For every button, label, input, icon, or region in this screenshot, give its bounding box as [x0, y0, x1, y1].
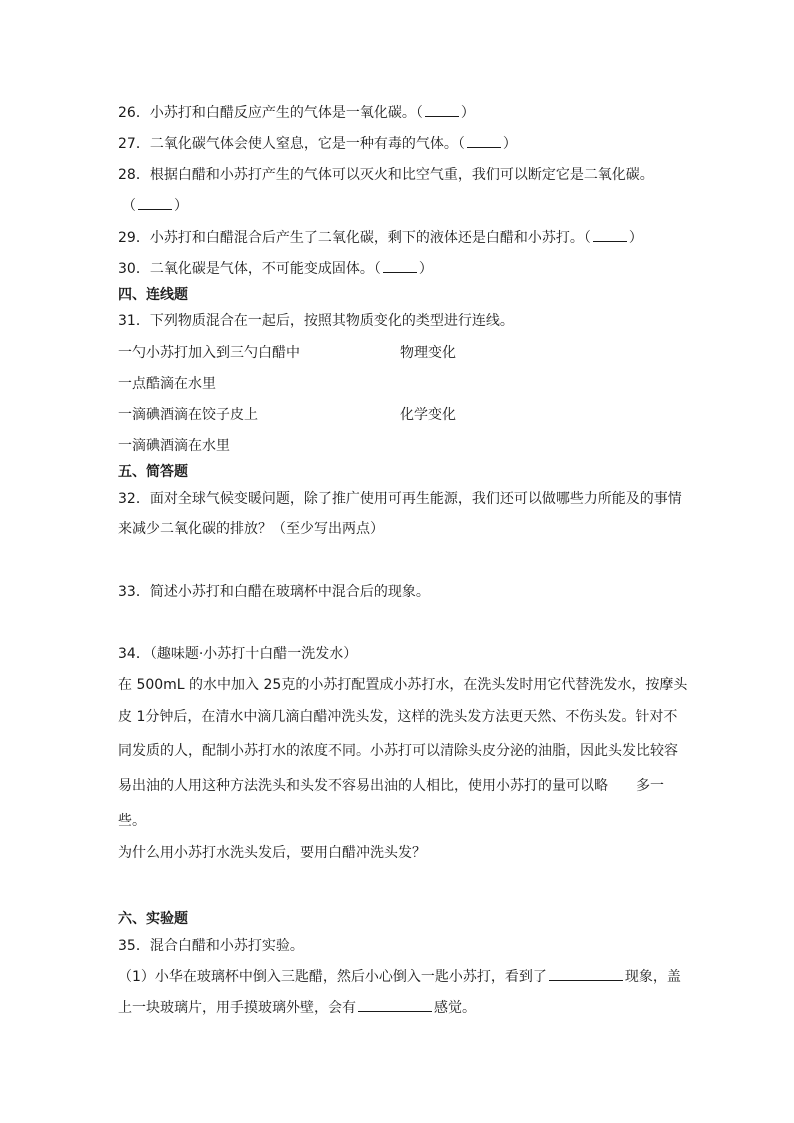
answer-blank[interactable] [593, 229, 627, 242]
question-32-line1: 32．面对全球气候变暖问题，除了推广使用可再生能源，我们还可以做哪些力所能及的事情 [118, 491, 682, 507]
answer-blank[interactable] [467, 135, 501, 148]
question-29-text: 29．小苏打和白醋混合后产生了二氧化碳，剩下的液体还是白醋和小苏打。（ [118, 230, 591, 246]
section-title-matching: 四、连线题 [118, 287, 188, 303]
question-34-title: 34．（趣味题·小苏打十白醋一洗发水） [118, 646, 358, 662]
question-33: 33．简述小苏打和白醋在玻璃杯中混合后的现象。 [118, 584, 430, 600]
answer-blank[interactable] [425, 104, 459, 117]
question-30: 30．二氧化碳是气体，不可能变成固体。（ ） [118, 261, 433, 277]
question-35-part1-line2: 上一块玻璃片，用手摸玻璃外壁，会有 感觉。 [118, 1000, 476, 1016]
question-31-stem: 31．下列物质混合在一起后，按照其物质变化的类型进行连线。 [118, 313, 514, 329]
passage-line: 同发质的人，配制小苏打水的浓度不同。小苏打可以清除头皮分泌的油脂，因此头发比较容 [118, 743, 678, 759]
question-26: 26．小苏打和白醋反应产生的气体是一氧化碳。（ ） [118, 105, 475, 121]
question-34-question: 为什么用小苏打水洗头发后，要用白醋冲洗头发？ [118, 845, 426, 861]
section-title-short-answer: 五、简答题 [118, 464, 188, 480]
answer-blank[interactable] [549, 968, 623, 981]
question-35-part1-line1: （1）小华在玻璃杯中倒入三匙醋，然后小心倒入一匙小苏打，看到了 现象，盖 [118, 969, 681, 985]
question-32-line2: 来减少二氧化碳的排放？（至少写出两点） [118, 521, 384, 537]
question-28-text: 28．根据白醋和小苏打产生的气体可以灭火和比空气重，我们可以断定它是二氧化碳。 [118, 167, 654, 183]
question-30-text: 30．二氧化碳是气体，不可能变成固体。（ [118, 261, 381, 277]
question-27-text: 27．二氧化碳气体会使人窒息，它是一种有毒的气体。（ [118, 136, 465, 152]
question-28-answer: （ ） [122, 198, 188, 214]
question-27: 27．二氧化碳气体会使人窒息，它是一种有毒的气体。（ ） [118, 136, 517, 152]
answer-blank[interactable] [138, 197, 172, 210]
answer-blank[interactable] [383, 260, 417, 273]
answer-blank[interactable] [358, 999, 432, 1012]
passage-line: 皮 1分钟后，在清水中滴几滴白醋冲洗头发，这样的洗头发方法更天然、不伤头发。针对不 [118, 709, 678, 725]
match-left-item[interactable]: 一滴碘酒滴在饺子皮上 [118, 407, 258, 423]
match-left-item[interactable]: 一点酷滴在水里 [118, 376, 216, 392]
passage-line: 在 500mL 的水中加入 25克的小苏打配置成小苏打水，在洗头发时用它代替洗发水，按摩头 [118, 677, 688, 693]
question-26-text: 26．小苏打和白醋反应产生的气体是一氧化碳。（ [118, 105, 423, 121]
passage-line: 易出油的人用这种方法洗头和头发不容易出油的人相比，使用小苏打的量可以略 多一 [118, 778, 664, 794]
match-left-item[interactable]: 一勺小苏打加入到三勺白醋中 [118, 345, 300, 361]
match-left-item[interactable]: 一滴碘酒滴在水里 [118, 438, 230, 454]
match-right-item[interactable]: 化学变化 [400, 407, 456, 423]
question-29: 29．小苏打和白醋混合后产生了二氧化碳，剩下的液体还是白醋和小苏打。（ ） [118, 230, 643, 246]
passage-line: 些。 [118, 813, 146, 829]
match-right-item[interactable]: 物理变化 [400, 345, 456, 361]
question-28 [118, 166, 654, 184]
section-title-experiment: 六、实验题 [118, 911, 188, 927]
question-35-stem: 35．混合白醋和小苏打实验。 [118, 938, 304, 954]
